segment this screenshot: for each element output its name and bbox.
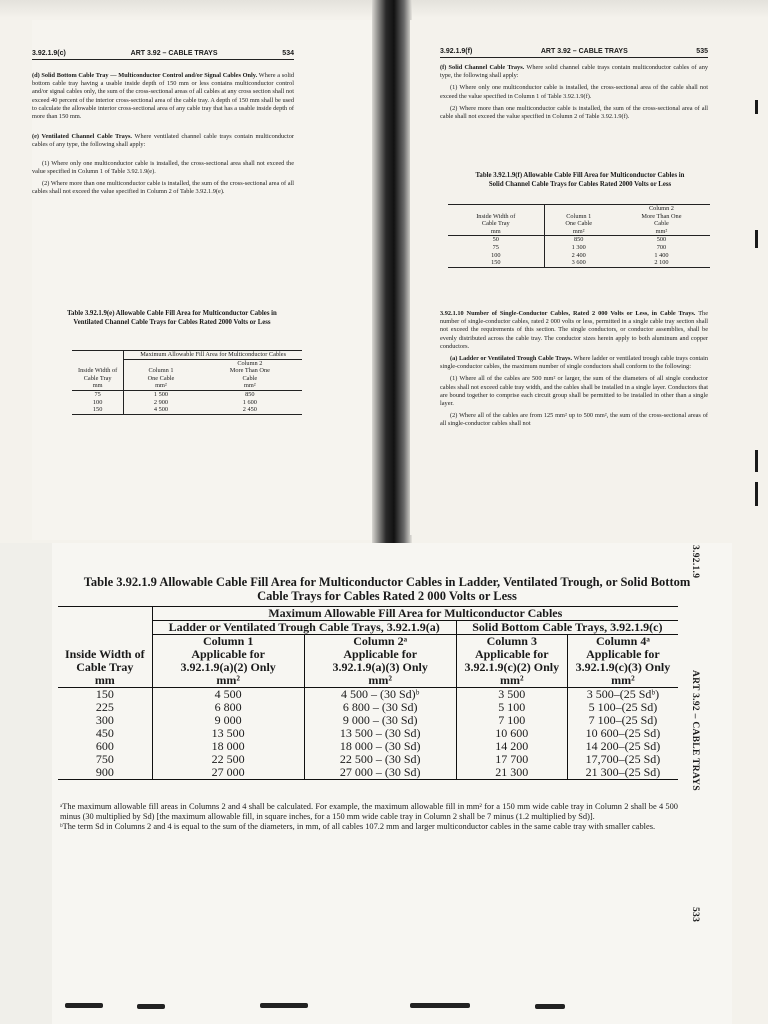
- table-cell: 18 000: [152, 740, 304, 753]
- table-cell: 18 000 – (30 Sd): [304, 740, 456, 753]
- para-f-title: (f) Solid Channel Cable Trays.: [440, 64, 525, 71]
- table-cell: 450: [95, 726, 114, 740]
- table-cell: 22 500: [152, 753, 304, 766]
- right-edge-marks: [755, 70, 767, 530]
- big-col3-h0: Column 3: [456, 635, 567, 649]
- table-row: [58, 688, 678, 702]
- table-cell: 9 000: [152, 714, 304, 727]
- table-cell: 2 900: [124, 399, 198, 407]
- right-body-top: [440, 64, 708, 125]
- table-row: [448, 259, 710, 267]
- para-f1: (1) Where only one multiconductor cable is installed, the cross-sectional area of the cable shall not exceed the value specified in Column 1 of Table 3.92.1.9(f).: [440, 84, 708, 100]
- para-e-title: (e) Ventilated Channel Cable Trays.: [32, 133, 132, 141]
- right-table-col0-h3: mm: [448, 228, 544, 236]
- right-table-col2-h1: More Than One: [641, 212, 682, 220]
- big-table-sub-left: Ladder or Ventilated Trough Cable Trays, 3.92.1.9(a): [152, 621, 456, 635]
- big-col1-h1: Applicable for: [152, 648, 304, 661]
- table-row: [448, 252, 710, 260]
- left-page: [32, 20, 382, 540]
- right-table-col2-h3: mm²: [613, 228, 710, 236]
- table-cell: 300: [95, 713, 114, 727]
- table-cell: 500: [656, 236, 667, 244]
- edge-mark: [535, 1004, 565, 1009]
- section-10-title: 3.92.1.10 Number of Single-Conductor Cables, Rated 2 000 Volts or Less, in Cable Trays.: [440, 310, 696, 317]
- big-col2-h1: Applicable for: [304, 648, 456, 661]
- table-cell: 150: [448, 259, 544, 267]
- right-table-col1-h2: One Cable: [544, 220, 613, 228]
- big-col3-h1: Applicable for: [456, 648, 567, 661]
- left-table-col1-h0: [124, 359, 198, 367]
- edge-mark: [755, 100, 758, 114]
- edge-mark: [260, 1003, 308, 1008]
- para-d-title: (d) Solid Bottom Cable Tray — Multiconductor Control and/or Signal Cables Only.: [32, 72, 258, 79]
- left-table-blank: [72, 351, 124, 360]
- big-col1-h3: mm²: [152, 674, 304, 688]
- left-body: [32, 72, 294, 200]
- left-table-col1-h2: One Cable: [124, 375, 198, 383]
- table-cell: 75: [94, 390, 101, 398]
- left-table-col2-h2: Cable: [242, 374, 258, 382]
- para-a-body: Where ladder or ventilated trough cable trays contain single-conductor cables, the maximum number of single conductors shall conform to the following:: [440, 355, 708, 371]
- table-row: [72, 406, 302, 414]
- para-e2: (2) Where more than one multiconductor cable is installed, the sum of the cross-sectional area of all cables shall not exceed the value specified in Column 2 of Table 3.92.1.9(e).: [32, 180, 294, 196]
- table-cell: 6 800: [152, 701, 304, 714]
- table-cell: 850: [544, 236, 613, 244]
- section-3-92-1-10: [440, 310, 708, 351]
- table-cell: 4 500: [152, 688, 304, 702]
- right-table-col0-h2: Cable Tray: [481, 220, 510, 228]
- table-cell: 1 500: [124, 390, 198, 398]
- table-cell: 21 300–(25 Sd): [567, 766, 678, 780]
- big-col0-h3: mm: [58, 674, 152, 688]
- right-header-page-number: 535: [696, 48, 708, 55]
- table-cell: 3 500–(25 Sdᵇ): [567, 688, 678, 702]
- left-header-article: ART 3.92 – CABLE TRAYS: [130, 50, 218, 57]
- edge-mark: [755, 230, 758, 248]
- table-cell: 1 300: [544, 244, 613, 252]
- table-cell: 1 600: [242, 398, 257, 406]
- table-cell: 3 500: [456, 688, 567, 702]
- table-cell: 900: [58, 766, 152, 780]
- para-d: [32, 72, 294, 121]
- side-section-label: 3.92.1.9: [690, 545, 700, 579]
- table-cell: 750: [95, 752, 114, 766]
- table-cell: 100: [92, 398, 103, 406]
- right-table-col1-h0: [544, 205, 613, 213]
- table-row: [72, 390, 302, 398]
- big-col1-h2: 3.92.1.9(a)(2) Only: [152, 661, 304, 674]
- big-col4-h2: 3.92.1.9(c)(3) Only: [567, 661, 678, 674]
- para-e: [32, 133, 294, 149]
- table-cell: 150: [95, 687, 114, 701]
- big-col2-h0: Column 2ᵃ: [304, 635, 456, 649]
- right-header-section: 3.92.1.9(f): [440, 48, 473, 55]
- left-header-section: 3.92.1.9(c): [32, 50, 66, 57]
- table-cell: 17,700–(25 Sd): [567, 753, 678, 766]
- table-row: [58, 766, 678, 780]
- table-cell: 225: [95, 700, 114, 714]
- table-cell: 2 400: [544, 252, 613, 260]
- bottom-page-margin: [0, 543, 52, 1024]
- left-table-col1-h1: Column 1: [124, 367, 198, 375]
- big-table-col0-h0: [58, 635, 152, 649]
- right-page-header: [440, 48, 708, 58]
- right-header-article: ART 3.92 – CABLE TRAYS: [540, 48, 628, 55]
- right-table-col1-h1: Column 1: [544, 213, 613, 221]
- left-table-col0-h3: mm: [72, 382, 124, 390]
- big-table-corner-2: [58, 621, 152, 635]
- right-table: [448, 204, 710, 268]
- table-cell: 150: [72, 406, 124, 414]
- big-table: [58, 606, 678, 780]
- para-e-body: Where ventilated channel cable trays contain multiconductor cables of any type, the following shall apply:: [32, 133, 294, 149]
- para-f2: (2) Where more than one multiconductor cable is installed, the sum of the cross-sectional area of all cable shall not exceed the value specified in Column 2 of Table 3.92.1.9(f).: [440, 104, 708, 121]
- right-table-caption: Table 3.92.1.9(f) Allowable Cable Fill Area for Multiconductor Cables in Solid Channel Cable Trays for Cables Rated 2000 Volts or Less: [475, 172, 685, 188]
- big-col1-h0: Column 1: [152, 635, 304, 649]
- left-table-col0-h2: Cable Tray: [83, 374, 112, 382]
- table-cell: 7 100–(25 Sd): [567, 714, 678, 727]
- left-table-col1-h3: mm²: [124, 382, 198, 390]
- edge-mark: [65, 1003, 103, 1008]
- left-table: [72, 350, 302, 415]
- left-table-col2-h0: Column 2: [237, 359, 263, 367]
- para-e1: (1) Where only one multiconductor cable is installed, the cross-sectional area shall not exceed the value specified in Column 1 of Table 3.92.1.9(e).: [32, 159, 294, 175]
- table-row: [448, 236, 710, 244]
- side-page-number: 533: [690, 907, 700, 923]
- left-table-group-header: Maximum Allowable Fill Area for Multiconductor Cables: [124, 351, 302, 360]
- side-article-label: ART 3.92 – CABLE TRAYS: [690, 670, 700, 791]
- table-cell: 10 600–(25 Sd): [567, 727, 678, 740]
- table-cell: 50: [492, 236, 499, 244]
- table-cell: 2 100: [613, 259, 710, 267]
- table-cell: 27 000 – (30 Sd): [304, 766, 456, 780]
- right-table-col1-h3: mm²: [544, 228, 613, 236]
- big-col0-h1: Inside Width of: [65, 647, 145, 661]
- table-cell: 9 000 – (30 Sd): [304, 714, 456, 727]
- table-cell: 13 500 – (30 Sd): [304, 727, 456, 740]
- table-cell: 850: [245, 390, 255, 398]
- left-table-col0-h1: [72, 359, 124, 367]
- para-f: [440, 64, 708, 80]
- para-a2: (2) Where all of the cables are from 125 mm² up to 500 mm², the sum of the cross-sectional areas of all single-conductor cables shall not: [440, 412, 708, 428]
- right-table-col0-h0: [448, 205, 544, 213]
- table-cell: 600: [95, 739, 114, 753]
- table-cell: 27 000: [152, 766, 304, 780]
- para-a1: (1) Where all of the cables are 500 mm² or larger, the sum of the diameters of all single conductor cables shall not exceed cable tray width, and the cables shall be installed in a single layer. Conductors that are bound together to comprise each circuit group shall be permitted to be installed in other than a single layer.: [440, 375, 708, 408]
- side-running-head: [690, 545, 710, 1015]
- para-f-body: Where solid channel cable trays contain multiconductor cables of any type, the following shall apply:: [440, 64, 708, 80]
- table-cell: 5 100: [456, 701, 567, 714]
- para-a-title: (a) Ladder or Ventilated Trough Cable Trays.: [450, 355, 573, 363]
- table-cell: 2 450: [198, 406, 302, 414]
- table-cell: 5 100–(25 Sd): [567, 701, 678, 714]
- table-cell: 13 500: [152, 727, 304, 740]
- right-page: [410, 20, 762, 535]
- big-table-corner: [58, 607, 152, 621]
- big-col4-h3: mm²: [567, 674, 678, 688]
- table-cell: 1 400: [654, 251, 669, 259]
- table-row: [72, 399, 302, 407]
- table-cell: 17 700: [456, 753, 567, 766]
- left-header-page-number: 534: [282, 50, 294, 57]
- left-table-col2-h1: More Than One: [229, 367, 270, 375]
- edge-mark: [755, 482, 758, 506]
- table-cell: 75: [492, 243, 499, 251]
- big-col2-h3: mm²: [304, 674, 456, 688]
- bottom-edge-marks: [55, 1000, 575, 1012]
- right-body-bottom: [440, 310, 708, 433]
- para-d-body: Where a solid bottom cable tray having a usable inside depth of 150 mm or less contains multiconductor control and/or signal cables only, the sum of the cross-sectional areas of all cables at any cross section shall not exceed 40 percent of the interior cross-sectional area of the cable tray. A depth of 150 mm shall be used to calculate the allowable interior cross-sectional area of any cable tray that has a usable inside depth of more than 150 mm.: [32, 72, 295, 121]
- table-cell: 100: [491, 251, 501, 259]
- footnote-b: ᵇThe term Sd in Columns 2 and 4 is equal to the sum of the diameters, in mm, of all cables 107.2 mm and larger multiconductor cables in the same cable tray with smaller cables.: [60, 822, 656, 831]
- section-10-body: The number of single-conductor cables, rated 2 000 volts or less, permitted in a single cable tray section shall not exceed the requirements of this section. The single conductors, or conductor assemblies, shall be evenly distributed across the cable tray. The conductor sizes herein apply to both aluminum and copper conductors.: [440, 310, 708, 350]
- table-cell: 6 800 – (30 Sd): [304, 701, 456, 714]
- big-col4-h0: Column 4ᵃ: [567, 635, 678, 649]
- footnote-a: ᵃThe maximum allowable fill areas in Columns 2 and 4 shall be calculated. For example, the maximum allowable fill in mm² for a 150 mm wide cable tray in Column 2 shall be 4 500 minus (30 multiplied by Sd) [the maximum allowable fill, in square inches, for a 150 mm wide cable tray in Column 2 shall be 7 minus (1.2 multiplied by Sd)].: [60, 802, 678, 821]
- big-col0-h2: Cable Tray: [76, 660, 134, 674]
- table-cell: 4 500: [124, 406, 198, 414]
- edge-mark: [755, 450, 758, 472]
- table-cell: 4 500 – (30 Sd)ᵇ: [304, 688, 456, 702]
- table-cell: 21 300: [456, 766, 567, 780]
- table-cell: 700: [656, 243, 667, 251]
- right-table-col2-h0: Column 2: [613, 205, 710, 213]
- table-cell: 14 200–(25 Sd): [567, 740, 678, 753]
- big-col3-h2: 3.92.1.9(c)(2) Only: [456, 661, 567, 674]
- table-cell: 14 200: [456, 740, 567, 753]
- big-col2-h2: 3.92.1.9(a)(3) Only: [304, 661, 456, 674]
- table-cell: 22 500 – (30 Sd): [304, 753, 456, 766]
- left-table-col2-h3: mm²: [198, 382, 302, 390]
- big-col4-h1: Applicable for: [567, 648, 678, 661]
- big-table-notes: [60, 802, 678, 832]
- edge-mark: [410, 1003, 470, 1008]
- big-table-group-header: Maximum Allowable Fill Area for Multiconductor Cables: [152, 607, 678, 621]
- big-col3-h3: mm²: [456, 674, 567, 688]
- big-table-sub-right: Solid Bottom Cable Trays, 3.92.1.9(c): [456, 621, 678, 635]
- edge-mark: [137, 1004, 165, 1009]
- left-table-col0-h1: Inside Width of: [78, 367, 118, 375]
- table-row: [448, 244, 710, 252]
- table-cell: 7 100: [456, 714, 567, 727]
- book-gutter: [372, 0, 412, 545]
- para-a: [440, 355, 708, 371]
- right-table-col2-h2: Cable: [654, 220, 669, 228]
- big-table-caption: Table 3.92.1.9 Allowable Cable Fill Area for Multiconductor Cables in Ladder, Ventilated Trough, or Solid Bottom Cable Trays for Cables Rated 2 000 Volts or Less: [83, 575, 691, 603]
- right-table-col0-h1: Inside Width of: [476, 212, 516, 220]
- table-cell: 10 600: [456, 727, 567, 740]
- left-page-header: [32, 50, 294, 60]
- table-cell: 3 600: [544, 259, 613, 267]
- left-table-caption: Table 3.92.1.9(e) Allowable Cable Fill Area for Multiconductor Cables in Ventilated Channel Cable Trays for Cables Rated 2000 Volts or Less: [67, 310, 277, 326]
